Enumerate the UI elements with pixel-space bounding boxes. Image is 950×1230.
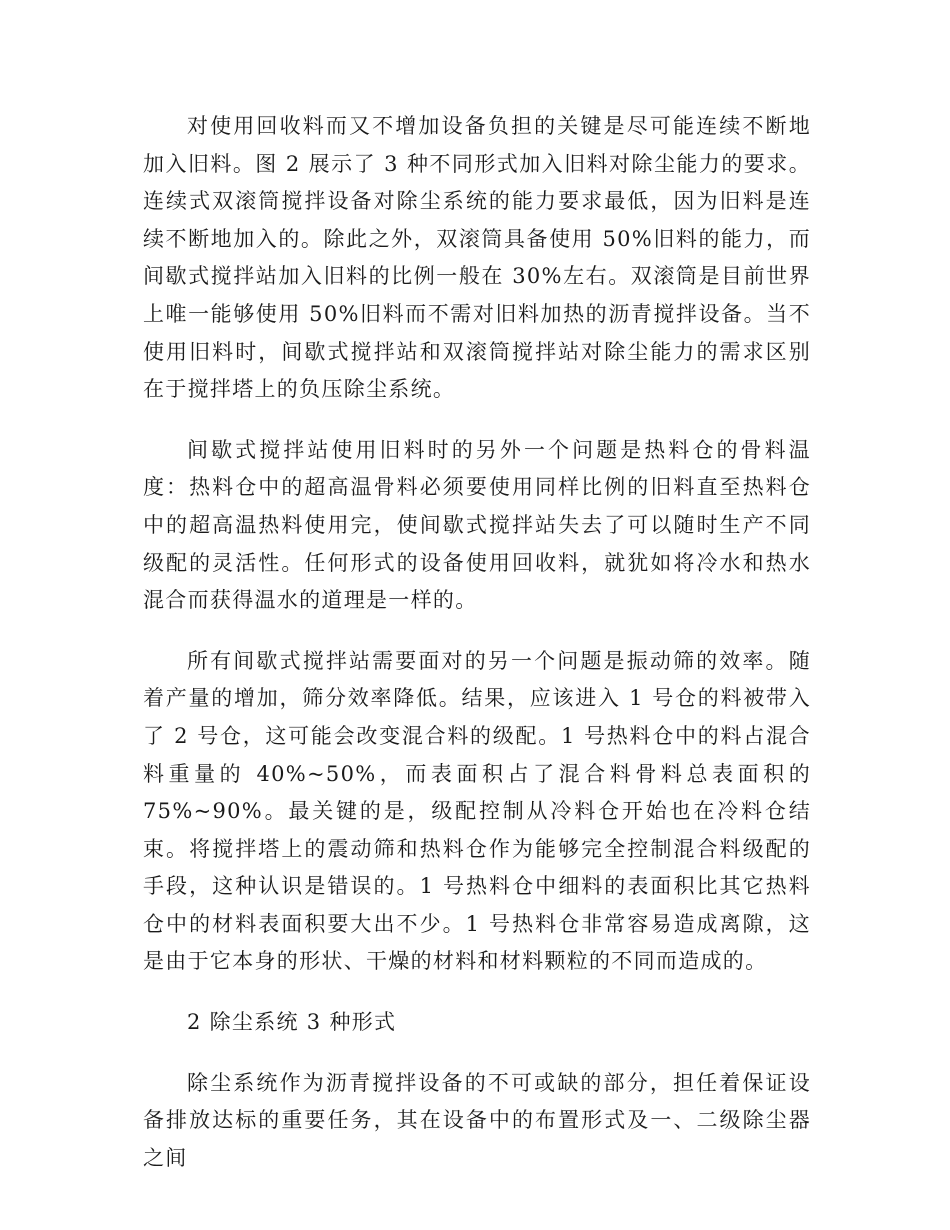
section-heading: 2 除尘系统 3 种形式 (187, 1010, 397, 1035)
paragraph-hot-bin-temperature: 间歇式搅拌站使用旧料时的另外一个问题是热料仓的骨料温度：热料仓中的超高温骨料必须要使用同样比例的旧料直至热料仓中的超高温热料使用完，使间歇式搅拌站失去了可以随时生产不同级配的灵活性。任何形式的设备使用回收料，就犹如将冷水和热水混合而获得温水的道理是一样的。 (143, 437, 811, 613)
paragraph-recycled-material: 对使用回收料而又不增加设备负担的关键是尽可能连续不断地加入旧料。图 2 展示了 3 种不同形式加入旧料对除尘能力的要求。连续式双滚筒搅拌设备对除尘系统的能力要求最低，因为旧料是连续不断地加入的。除此之外，双滚筒具备使用 50%旧料的能力，而间歇式搅拌站加入旧料的比例一般在 30%左右。双滚筒是目前世界上唯一能够使用 50%旧料而不需对旧料加热的沥青搅拌设备。当不使用旧料时，间歇式搅拌站和双滚筒搅拌站对除尘能力的需求区别在于搅拌塔上的负压除尘系统。 (143, 114, 811, 402)
paragraph-dust-removal-intro: 除尘系统作为沥青搅拌设备的不可或缺的部分，担任着保证设备排放达标的重要任务，其在设备中的布置形式及一、二级除尘器之间 (143, 1070, 811, 1170)
document-body (143, 108, 811, 1200)
paragraph-screen-efficiency: 所有间歇式搅拌站需要面对的另一个问题是振动筛的效率。随着产量的增加，筛分效率降低。结果，应该进入 1 号仓的料被带入了 2 号仓，这可能会改变混合料的级配。1 号热料仓中的料占混合料重量的 40%~50%，而表面积占了混合料骨料总表面积的 75%~90%。最关键的是，级配控制从冷料仓开始也在冷料仓结束。将搅拌塔上的震动筛和热料仓作为能够完全控制混合料级配的手段，这种认识是错误的。1 号热料仓中细料的表面积比其它热料仓中的材料表面积要大出不少。1 号热料仓非常容易造成离隙，这是由于它本身的形状、干燥的材料和材料颗粒的不同而造成的。 (143, 648, 811, 974)
